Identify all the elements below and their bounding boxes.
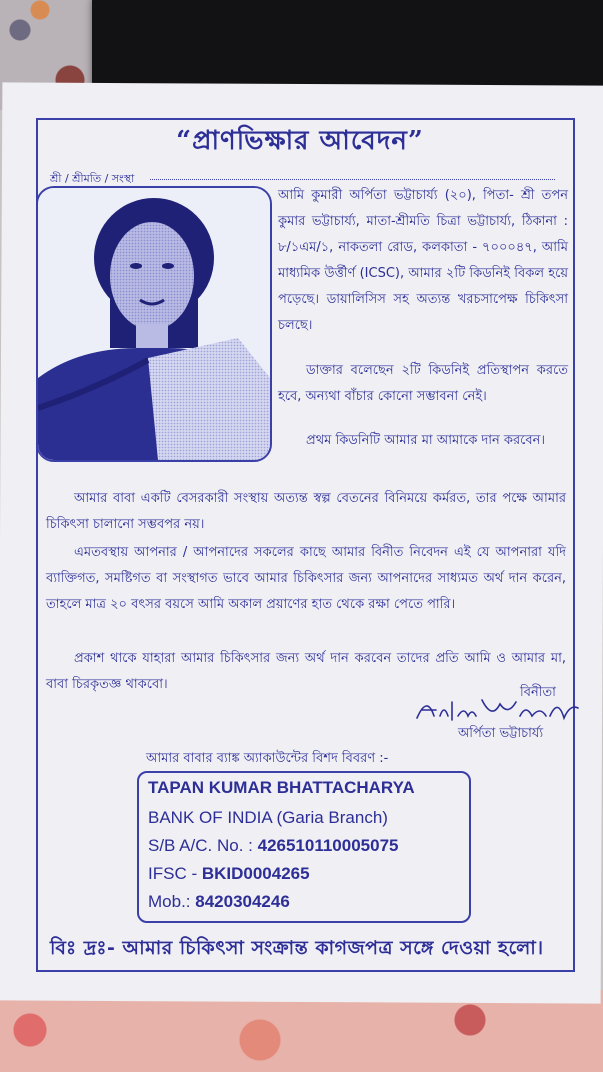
bank-name: BANK OF INDIA (Garia Branch) — [148, 808, 388, 827]
account-number: 426510110005075 — [257, 836, 399, 855]
page-title: “প্রাণভিক্ষার আবেদন” — [176, 126, 424, 156]
portrait-photo — [36, 186, 272, 462]
sign-name: অর্পিতা ভট্টাচার্য্য — [458, 726, 544, 741]
sign-label: বিনীতা — [520, 685, 556, 700]
handwritten-signature — [412, 690, 582, 724]
ifsc-label: IFSC - — [148, 864, 202, 883]
mobile-label: Mob.: — [148, 892, 196, 911]
account-label: S/B A/C. No. : — [148, 836, 258, 855]
doctor-text: ডাক্তার বলেছেন ২টি কিডনিই প্রতিস্থাপন করতে হবে, অন্যথা বাঁচার কোনো সম্ভাবনা নেই। — [278, 363, 568, 404]
doctor-paragraph — [278, 358, 568, 410]
bank-account-row — [148, 836, 399, 856]
bank-ifsc-row — [148, 864, 310, 884]
salutation-dotted-line — [150, 179, 555, 180]
request-paragraph — [46, 540, 566, 618]
father-paragraph — [46, 486, 566, 538]
ifsc-code: BKID0004265 — [201, 864, 310, 883]
bank-mobile-row — [148, 892, 290, 912]
mother-text: প্রথম কিডনিটি আমার মা আমাকে দান করবেন। — [306, 433, 546, 448]
mobile-number: 8420304246 — [195, 892, 290, 911]
father-text: আমার বাবা একটি বেসরকারী সংস্থায় অত্যন্ত স্বল্প বেতনের বিনিময়ে কর্মরত, তার পক্ষে আমার চিকিৎসা চালানো সম্ভবপর নয়। — [46, 491, 566, 532]
request-text: এমতবস্থায় আপনার / আপনাদের সকলের কাছে আমার বিনীত নিবেদন এই যে আপনারা যদি ব্যাক্তিগত, সমষ্টিগত বা সংস্থাগত ভাবে আমার চিকিৎসার জন্য আপনাদের সাধ্যমত অর্থ দান করেন, তাহলে মাত্র ২০ বৎসর বয়সে আমি অকাল প্রয়াণের হাত থেকে রক্ষা পেতে পারি। — [46, 545, 566, 612]
salutation: শ্রী / শ্রীমতি / সংস্থা — [50, 172, 135, 185]
bank-heading: আমার বাবার ব্যাঙ্ক অ্যাকাউন্টের বিশদ বিবরণ :- — [146, 751, 389, 766]
intro-paragraph: আমি কুমারী অর্পিতা ভট্টাচার্য্য (২০), পিতা- শ্রী তপন কুমার ভট্টাচার্য্য, মাতা-শ্রীমতি চিত্রা ভট্টাচার্য্য, ঠিকানা : ৮/১এম/১, নাকতলা রোড, কলকাতা - ৭০০০৪৭, আমি মাধ্যমিক উর্ত্তীর্ণ (ICSC), আমার ২টি কিডনিই বিকল হয়ে পড়েছে। ডায়ালিসিস সহ অত্যন্ত খরচসাপেক্ষ চিকিৎসা চলছে। — [278, 188, 568, 333]
mother-paragraph — [278, 428, 568, 454]
footer-note: বিঃ দ্রঃ- আমার চিকিৎসা সংক্রান্ত কাগজপত্র সঙ্গে দেওয়া হলো। — [50, 937, 544, 959]
bank-holder: TAPAN KUMAR BHATTACHARYA — [148, 778, 415, 797]
thanks-text: প্রকাশ থাকে যাহারা আমার চিকিৎসার জন্য অর্থ দান করবেন তাদের প্রতি আমি ও আমার মা, বাবা চিরকৃতজ্ঞ থাকবো। — [46, 651, 566, 692]
